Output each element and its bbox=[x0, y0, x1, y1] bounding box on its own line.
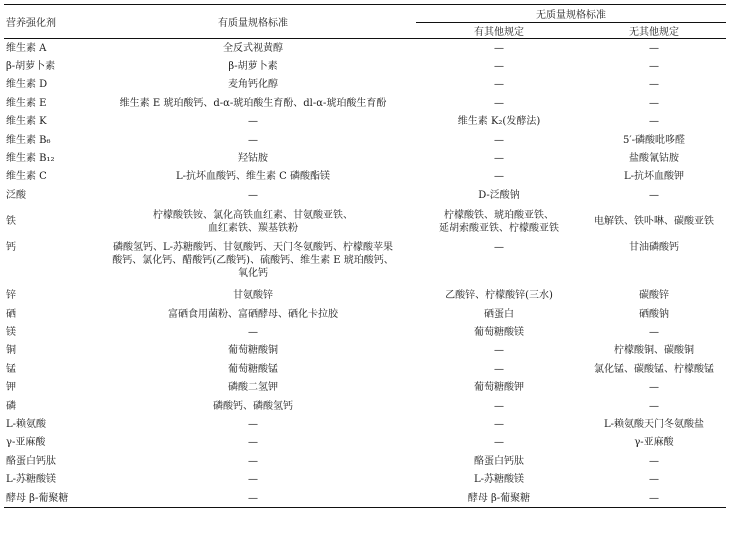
with-standard-cell: — bbox=[248, 134, 258, 146]
nutrient-cell: L-赖氨酸 bbox=[6, 418, 47, 430]
table-row bbox=[4, 239, 726, 287]
no-other-provisions-cell: L-抗坏血酸钾 bbox=[623, 171, 685, 183]
other-provisions-cell: 维生素 K₂(发酵法) bbox=[457, 116, 541, 128]
with-standard-cell: — bbox=[248, 418, 258, 430]
fortifier-standards-table bbox=[4, 4, 726, 508]
table-row bbox=[4, 452, 726, 470]
with-standard-cell: — bbox=[248, 116, 258, 128]
other-provisions-cell: 酵母 β-葡聚糖 bbox=[416, 489, 582, 508]
other-provisions-cell: — bbox=[494, 61, 504, 73]
nutrient-cell: γ-亚麻酸 bbox=[6, 437, 46, 449]
nutrient-cell: 磷 bbox=[6, 400, 16, 412]
table-row bbox=[4, 57, 726, 75]
with-standard-cell: 磷酸氢钙、L-苏糖酸钙、甘氨酸钙、天门冬氨酸钙、柠檬酸苹果 酸钙、氯化钙、醋酸钙(乙酸钙)、硫酸钙、维生素 E 琥珀酸钙、 氧化钙 bbox=[112, 241, 394, 279]
nutrient-cell: 维生素 D bbox=[6, 79, 48, 91]
table-row bbox=[4, 39, 726, 58]
table-row bbox=[4, 168, 726, 186]
no-other-provisions-cell: — bbox=[649, 474, 659, 486]
header-without-quality-standard: 无质量规格标准 bbox=[416, 5, 726, 23]
nutrient-cell: 镁 bbox=[6, 326, 16, 338]
nutrient-cell: 维生素 K bbox=[6, 116, 47, 128]
other-provisions-cell: — bbox=[494, 345, 504, 357]
no-other-provisions-cell: — bbox=[649, 382, 659, 394]
table-row bbox=[4, 489, 726, 508]
nutrient-cell: 酪蛋白钙肽 bbox=[6, 455, 56, 467]
with-standard-cell: — bbox=[248, 437, 258, 449]
with-standard-cell: — bbox=[248, 455, 258, 467]
other-provisions-cell: — bbox=[494, 153, 504, 165]
table-row bbox=[4, 323, 726, 341]
no-other-provisions-cell: — bbox=[649, 79, 659, 91]
header-no-other-provisions: 无其他规定 bbox=[582, 23, 726, 39]
table-row bbox=[4, 378, 726, 396]
nutrient-cell: 酵母 β-葡聚糖 bbox=[4, 489, 90, 508]
other-provisions-cell: 酪蛋白钙肽 bbox=[474, 455, 524, 467]
with-standard-cell: 羟钴胺 bbox=[238, 153, 268, 165]
no-other-provisions-cell: — bbox=[582, 489, 726, 508]
with-standard-cell: — bbox=[248, 326, 258, 338]
with-standard-cell: — bbox=[248, 474, 258, 486]
with-standard-cell: 维生素 E 琥珀酸钙、d-α-琥珀酸生育酚、dl-α-琥珀酸生育酚 bbox=[119, 97, 387, 109]
nutrient-cell: 泛酸 bbox=[6, 189, 26, 201]
no-other-provisions-cell: 电解铁、铁卟啉、碳酸亚铁 bbox=[594, 216, 714, 228]
table-row bbox=[4, 113, 726, 131]
no-other-provisions-cell: — bbox=[649, 189, 659, 201]
no-other-provisions-cell: 5′-磷酸吡哆醛 bbox=[622, 134, 685, 146]
other-provisions-cell: — bbox=[494, 241, 504, 253]
with-standard-cell: 葡萄糖酸铜 bbox=[228, 345, 278, 357]
with-standard-cell: 甘氨酸锌 bbox=[233, 290, 273, 302]
table-row bbox=[4, 94, 726, 112]
with-standard-cell: 磷酸二氢钾 bbox=[228, 382, 278, 394]
no-other-provisions-cell: 盐酸氰钴胺 bbox=[629, 153, 679, 165]
table-row bbox=[4, 360, 726, 378]
other-provisions-cell: — bbox=[494, 97, 504, 109]
table-body bbox=[4, 39, 726, 508]
table-row bbox=[4, 131, 726, 149]
nutrient-cell: L-苏糖酸镁 bbox=[6, 474, 57, 486]
nutrient-cell: 维生素 A bbox=[6, 42, 47, 54]
with-standard-cell: 麦角钙化醇 bbox=[228, 79, 278, 91]
no-other-provisions-cell: — bbox=[649, 400, 659, 412]
no-other-provisions-cell: 硒酸钠 bbox=[639, 308, 669, 320]
with-standard-cell: — bbox=[248, 189, 258, 201]
with-standard-cell: β-胡萝卜素 bbox=[228, 61, 278, 73]
other-provisions-cell: — bbox=[494, 79, 504, 91]
with-standard-cell: 柠檬酸铁铵、氯化高铁血红素、甘氨酸亚铁、 血红素铁、羰基铁粉 bbox=[153, 209, 353, 234]
other-provisions-cell: 硒蛋白 bbox=[484, 308, 514, 320]
other-provisions-cell: 葡萄糖酸钾 bbox=[474, 382, 524, 394]
header-with-quality-standard: 有质量规格标准 bbox=[90, 5, 416, 39]
no-other-provisions-cell: — bbox=[649, 116, 659, 128]
no-other-provisions-cell: — bbox=[649, 97, 659, 109]
other-provisions-cell: — bbox=[494, 418, 504, 430]
nutrient-cell: 硒 bbox=[6, 308, 16, 320]
table-row bbox=[4, 397, 726, 415]
no-other-provisions-cell: — bbox=[649, 455, 659, 467]
other-provisions-cell: — bbox=[494, 134, 504, 146]
nutrient-cell: 铁 bbox=[6, 216, 16, 228]
with-standard-cell: 磷酸钙、磷酸氢钙 bbox=[213, 400, 293, 412]
nutrient-cell: 维生素 C bbox=[6, 171, 47, 183]
with-standard-cell: L-抗坏血酸钙、维生素 C 磷酸酯镁 bbox=[175, 171, 331, 183]
table-row bbox=[4, 205, 726, 239]
table-row bbox=[4, 149, 726, 167]
no-other-provisions-cell: 氯化锰、碳酸锰、柠檬酸锰 bbox=[594, 363, 714, 375]
other-provisions-cell: — bbox=[494, 400, 504, 412]
nutrient-cell: 钙 bbox=[6, 241, 16, 253]
table-row bbox=[4, 470, 726, 488]
other-provisions-cell: 柠檬酸铁、琥珀酸亚铁、 延胡索酸亚铁、柠檬酸亚铁 bbox=[439, 209, 559, 234]
nutrient-cell: 铜 bbox=[6, 345, 16, 357]
with-standard-cell: 葡萄糖酸锰 bbox=[228, 363, 278, 375]
no-other-provisions-cell: 柠檬酸铜、碳酸铜 bbox=[614, 345, 694, 357]
table-row bbox=[4, 434, 726, 452]
with-standard-cell: 富硒食用菌粉、富硒酵母、硒化卡拉胶 bbox=[168, 308, 338, 320]
other-provisions-cell: L-苏糖酸镁 bbox=[473, 474, 525, 486]
other-provisions-cell: — bbox=[494, 42, 504, 54]
table-row bbox=[4, 186, 726, 204]
nutrient-cell: 维生素 B₆ bbox=[6, 134, 51, 146]
no-other-provisions-cell: 碳酸锌 bbox=[639, 290, 669, 302]
table-row bbox=[4, 305, 726, 323]
other-provisions-cell: D-泛酸钠 bbox=[478, 189, 520, 201]
nutrient-cell: β-胡萝卜素 bbox=[6, 61, 56, 73]
nutrient-cell: 维生素 E bbox=[6, 97, 47, 109]
nutrient-cell: 维生素 B₁₂ bbox=[6, 153, 55, 165]
no-other-provisions-cell: — bbox=[649, 61, 659, 73]
header-other-provisions: 有其他规定 bbox=[416, 23, 582, 39]
no-other-provisions-cell: L-赖氨酸天门冬氨酸盐 bbox=[603, 418, 705, 430]
other-provisions-cell: — bbox=[494, 437, 504, 449]
nutrient-cell: 锌 bbox=[6, 290, 16, 302]
nutrient-cell: 锰 bbox=[6, 363, 16, 375]
other-provisions-cell: — bbox=[494, 363, 504, 375]
with-standard-cell: 全反式视黄醇 bbox=[223, 42, 283, 54]
no-other-provisions-cell: — bbox=[649, 326, 659, 338]
nutrient-cell: 钾 bbox=[6, 382, 16, 394]
table-row bbox=[4, 287, 726, 305]
no-other-provisions-cell: 甘油磷酸钙 bbox=[629, 241, 679, 253]
table-row bbox=[4, 76, 726, 94]
other-provisions-cell: 葡萄糖酸镁 bbox=[474, 326, 524, 338]
other-provisions-cell: 乙酸锌、柠檬酸锌(三水) bbox=[445, 290, 553, 302]
no-other-provisions-cell: — bbox=[649, 42, 659, 54]
table-row bbox=[4, 342, 726, 360]
with-standard-cell: — bbox=[90, 489, 416, 508]
table-row bbox=[4, 415, 726, 433]
header-nutrient: 营养强化剂 bbox=[4, 5, 90, 39]
no-other-provisions-cell: γ-亚麻酸 bbox=[634, 437, 674, 449]
other-provisions-cell: — bbox=[494, 171, 504, 183]
